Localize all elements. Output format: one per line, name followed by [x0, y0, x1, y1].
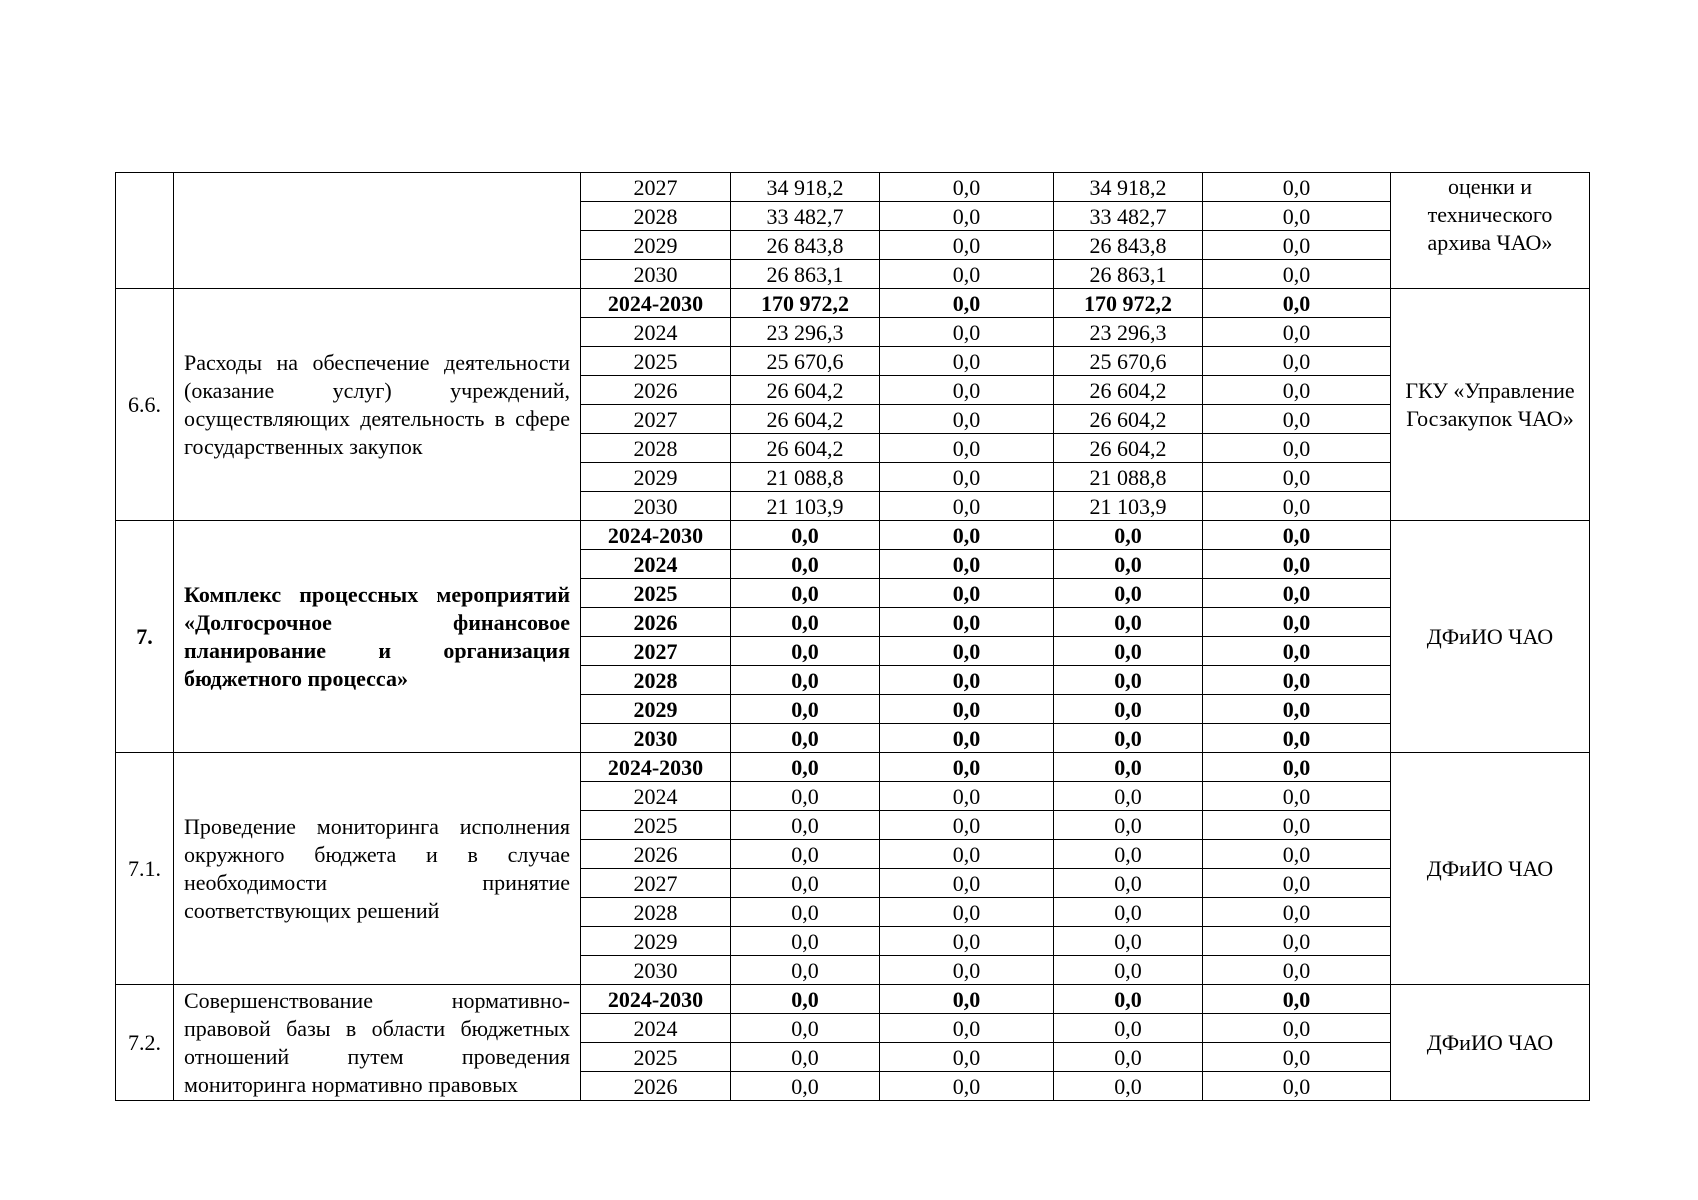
regional-budget-cell: 0,0 — [1054, 608, 1203, 637]
regional-budget-cell: 0,0 — [1054, 695, 1203, 724]
other-sources-cell: 0,0 — [1203, 550, 1391, 579]
regional-budget-cell: 170 972,2 — [1054, 289, 1203, 318]
total-cell: 0,0 — [731, 608, 880, 637]
year-cell: 2030 — [581, 956, 731, 985]
federal-budget-cell: 0,0 — [880, 550, 1054, 579]
regional-budget-cell: 33 482,7 — [1054, 202, 1203, 231]
other-sources-cell: 0,0 — [1203, 898, 1391, 927]
federal-budget-cell: 0,0 — [880, 289, 1054, 318]
other-sources-cell: 0,0 — [1203, 260, 1391, 289]
year-cell: 2024-2030 — [581, 521, 731, 550]
other-sources-cell: 0,0 — [1203, 202, 1391, 231]
regional-budget-cell: 0,0 — [1054, 753, 1203, 782]
other-sources-cell: 0,0 — [1203, 724, 1391, 753]
total-cell: 21 088,8 — [731, 463, 880, 492]
federal-budget-cell: 0,0 — [880, 927, 1054, 956]
regional-budget-cell: 26 604,2 — [1054, 376, 1203, 405]
federal-budget-cell: 0,0 — [880, 695, 1054, 724]
regional-budget-cell: 0,0 — [1054, 811, 1203, 840]
federal-budget-cell: 0,0 — [880, 579, 1054, 608]
total-cell: 0,0 — [731, 550, 880, 579]
other-sources-cell: 0,0 — [1203, 811, 1391, 840]
total-cell: 0,0 — [731, 840, 880, 869]
other-sources-cell: 0,0 — [1203, 492, 1391, 521]
year-cell: 2030 — [581, 260, 731, 289]
other-sources-cell: 0,0 — [1203, 231, 1391, 260]
total-cell: 26 863,1 — [731, 260, 880, 289]
table-row — [116, 289, 1590, 318]
total-cell: 26 604,2 — [731, 405, 880, 434]
year-cell: 2025 — [581, 811, 731, 840]
regional-budget-cell: 21 103,9 — [1054, 492, 1203, 521]
regional-budget-cell: 26 843,8 — [1054, 231, 1203, 260]
federal-budget-cell: 0,0 — [880, 1072, 1054, 1101]
year-cell: 2028 — [581, 434, 731, 463]
year-cell: 2024 — [581, 318, 731, 347]
table-row — [116, 753, 1590, 782]
year-cell: 2030 — [581, 724, 731, 753]
total-cell: 23 296,3 — [731, 318, 880, 347]
year-cell: 2025 — [581, 1043, 731, 1072]
year-cell: 2027 — [581, 405, 731, 434]
total-cell: 26 843,8 — [731, 231, 880, 260]
federal-budget-cell: 0,0 — [880, 1043, 1054, 1072]
total-cell: 21 103,9 — [731, 492, 880, 521]
year-cell: 2026 — [581, 840, 731, 869]
other-sources-cell: 0,0 — [1203, 289, 1391, 318]
regional-budget-cell: 0,0 — [1054, 985, 1203, 1014]
federal-budget-cell: 0,0 — [880, 753, 1054, 782]
other-sources-cell: 0,0 — [1203, 608, 1391, 637]
other-sources-cell: 0,0 — [1203, 173, 1391, 202]
year-cell: 2029 — [581, 927, 731, 956]
other-sources-cell: 0,0 — [1203, 927, 1391, 956]
federal-budget-cell: 0,0 — [880, 434, 1054, 463]
regional-budget-cell: 26 863,1 — [1054, 260, 1203, 289]
federal-budget-cell: 0,0 — [880, 782, 1054, 811]
executor-cell: оценки и технического архива ЧАО» — [1391, 173, 1590, 289]
other-sources-cell: 0,0 — [1203, 840, 1391, 869]
row-number: 7.1. — [116, 753, 174, 985]
federal-budget-cell: 0,0 — [880, 1014, 1054, 1043]
activity-name: Проведение мониторинга исполнения окружного бюджета и в случае необходимости принятие соответствующих решений — [174, 753, 581, 985]
other-sources-cell: 0,0 — [1203, 1014, 1391, 1043]
federal-budget-cell: 0,0 — [880, 521, 1054, 550]
federal-budget-cell: 0,0 — [880, 260, 1054, 289]
total-cell: 0,0 — [731, 782, 880, 811]
year-cell: 2029 — [581, 463, 731, 492]
activity-name: Расходы на обеспечение деятельности (оказание услуг) учреждений, осуществляющих деятельность в сфере государственных закупок — [174, 289, 581, 521]
year-cell: 2029 — [581, 695, 731, 724]
budget-table-body — [116, 173, 1590, 1101]
federal-budget-cell: 0,0 — [880, 202, 1054, 231]
other-sources-cell: 0,0 — [1203, 376, 1391, 405]
year-cell: 2028 — [581, 898, 731, 927]
federal-budget-cell: 0,0 — [880, 608, 1054, 637]
other-sources-cell: 0,0 — [1203, 347, 1391, 376]
federal-budget-cell: 0,0 — [880, 492, 1054, 521]
regional-budget-cell: 21 088,8 — [1054, 463, 1203, 492]
other-sources-cell: 0,0 — [1203, 782, 1391, 811]
year-cell: 2024-2030 — [581, 289, 731, 318]
regional-budget-cell: 25 670,6 — [1054, 347, 1203, 376]
total-cell: 0,0 — [731, 1072, 880, 1101]
total-cell: 0,0 — [731, 927, 880, 956]
regional-budget-cell: 0,0 — [1054, 1043, 1203, 1072]
row-number: 7.2. — [116, 985, 174, 1101]
regional-budget-cell: 23 296,3 — [1054, 318, 1203, 347]
regional-budget-cell: 0,0 — [1054, 927, 1203, 956]
total-cell: 0,0 — [731, 637, 880, 666]
federal-budget-cell: 0,0 — [880, 405, 1054, 434]
total-cell: 0,0 — [731, 898, 880, 927]
other-sources-cell: 0,0 — [1203, 434, 1391, 463]
other-sources-cell: 0,0 — [1203, 1043, 1391, 1072]
total-cell: 0,0 — [731, 695, 880, 724]
year-cell: 2029 — [581, 231, 731, 260]
regional-budget-cell: 0,0 — [1054, 521, 1203, 550]
activity-name — [174, 173, 581, 289]
federal-budget-cell: 0,0 — [880, 318, 1054, 347]
regional-budget-cell: 0,0 — [1054, 869, 1203, 898]
other-sources-cell: 0,0 — [1203, 869, 1391, 898]
row-number: 6.6. — [116, 289, 174, 521]
federal-budget-cell: 0,0 — [880, 869, 1054, 898]
regional-budget-cell: 0,0 — [1054, 637, 1203, 666]
table-row — [116, 173, 1590, 202]
other-sources-cell: 0,0 — [1203, 1072, 1391, 1101]
total-cell: 0,0 — [731, 1043, 880, 1072]
regional-budget-cell: 0,0 — [1054, 1072, 1203, 1101]
executor-cell: ДФиИО ЧАО — [1391, 753, 1590, 985]
total-cell: 0,0 — [731, 666, 880, 695]
federal-budget-cell: 0,0 — [880, 898, 1054, 927]
federal-budget-cell: 0,0 — [880, 637, 1054, 666]
table-row — [116, 521, 1590, 550]
regional-budget-cell: 26 604,2 — [1054, 405, 1203, 434]
total-cell: 0,0 — [731, 753, 880, 782]
budget-table — [115, 172, 1590, 1101]
other-sources-cell: 0,0 — [1203, 521, 1391, 550]
regional-budget-cell: 0,0 — [1054, 550, 1203, 579]
federal-budget-cell: 0,0 — [880, 231, 1054, 260]
other-sources-cell: 0,0 — [1203, 985, 1391, 1014]
year-cell: 2028 — [581, 202, 731, 231]
other-sources-cell: 0,0 — [1203, 463, 1391, 492]
federal-budget-cell: 0,0 — [880, 724, 1054, 753]
total-cell: 26 604,2 — [731, 434, 880, 463]
total-cell: 0,0 — [731, 985, 880, 1014]
total-cell: 0,0 — [731, 724, 880, 753]
total-cell: 25 670,6 — [731, 347, 880, 376]
total-cell: 33 482,7 — [731, 202, 880, 231]
other-sources-cell: 0,0 — [1203, 666, 1391, 695]
year-cell: 2026 — [581, 376, 731, 405]
total-cell: 170 972,2 — [731, 289, 880, 318]
year-cell: 2024 — [581, 782, 731, 811]
total-cell: 0,0 — [731, 1014, 880, 1043]
regional-budget-cell: 26 604,2 — [1054, 434, 1203, 463]
year-cell: 2027 — [581, 869, 731, 898]
activity-name: Комплекс процессных мероприятий «Долгосрочное финансовое планирование и организация бюджетного процесса» — [174, 521, 581, 753]
year-cell: 2024-2030 — [581, 985, 731, 1014]
federal-budget-cell: 0,0 — [880, 347, 1054, 376]
federal-budget-cell: 0,0 — [880, 840, 1054, 869]
federal-budget-cell: 0,0 — [880, 811, 1054, 840]
total-cell: 0,0 — [731, 579, 880, 608]
total-cell: 26 604,2 — [731, 376, 880, 405]
row-number — [116, 173, 174, 289]
total-cell: 34 918,2 — [731, 173, 880, 202]
activity-name: Совершенствование нормативно-правовой базы в области бюджетных отношений путем проведения мониторинга нормативно правовых — [174, 985, 581, 1101]
table-row — [116, 985, 1590, 1014]
year-cell: 2024-2030 — [581, 753, 731, 782]
year-cell: 2026 — [581, 608, 731, 637]
executor-cell: ДФиИО ЧАО — [1391, 985, 1590, 1101]
federal-budget-cell: 0,0 — [880, 173, 1054, 202]
other-sources-cell: 0,0 — [1203, 405, 1391, 434]
year-cell: 2027 — [581, 637, 731, 666]
executor-cell: ГКУ «Управление Госзакупок ЧАО» — [1391, 289, 1590, 521]
year-cell: 2026 — [581, 1072, 731, 1101]
total-cell: 0,0 — [731, 869, 880, 898]
other-sources-cell: 0,0 — [1203, 318, 1391, 347]
regional-budget-cell: 0,0 — [1054, 840, 1203, 869]
year-cell: 2030 — [581, 492, 731, 521]
other-sources-cell: 0,0 — [1203, 695, 1391, 724]
year-cell: 2025 — [581, 347, 731, 376]
federal-budget-cell: 0,0 — [880, 376, 1054, 405]
total-cell: 0,0 — [731, 811, 880, 840]
regional-budget-cell: 0,0 — [1054, 1014, 1203, 1043]
other-sources-cell: 0,0 — [1203, 579, 1391, 608]
executor-cell: ДФиИО ЧАО — [1391, 521, 1590, 753]
federal-budget-cell: 0,0 — [880, 985, 1054, 1014]
regional-budget-cell: 0,0 — [1054, 724, 1203, 753]
other-sources-cell: 0,0 — [1203, 956, 1391, 985]
regional-budget-cell: 34 918,2 — [1054, 173, 1203, 202]
regional-budget-cell: 0,0 — [1054, 956, 1203, 985]
total-cell: 0,0 — [731, 956, 880, 985]
regional-budget-cell: 0,0 — [1054, 579, 1203, 608]
regional-budget-cell: 0,0 — [1054, 666, 1203, 695]
year-cell: 2024 — [581, 1014, 731, 1043]
federal-budget-cell: 0,0 — [880, 956, 1054, 985]
regional-budget-cell: 0,0 — [1054, 782, 1203, 811]
year-cell: 2028 — [581, 666, 731, 695]
regional-budget-cell: 0,0 — [1054, 898, 1203, 927]
year-cell: 2025 — [581, 579, 731, 608]
federal-budget-cell: 0,0 — [880, 463, 1054, 492]
total-cell: 0,0 — [731, 521, 880, 550]
row-number: 7. — [116, 521, 174, 753]
year-cell: 2027 — [581, 173, 731, 202]
year-cell: 2024 — [581, 550, 731, 579]
other-sources-cell: 0,0 — [1203, 753, 1391, 782]
other-sources-cell: 0,0 — [1203, 637, 1391, 666]
federal-budget-cell: 0,0 — [880, 666, 1054, 695]
